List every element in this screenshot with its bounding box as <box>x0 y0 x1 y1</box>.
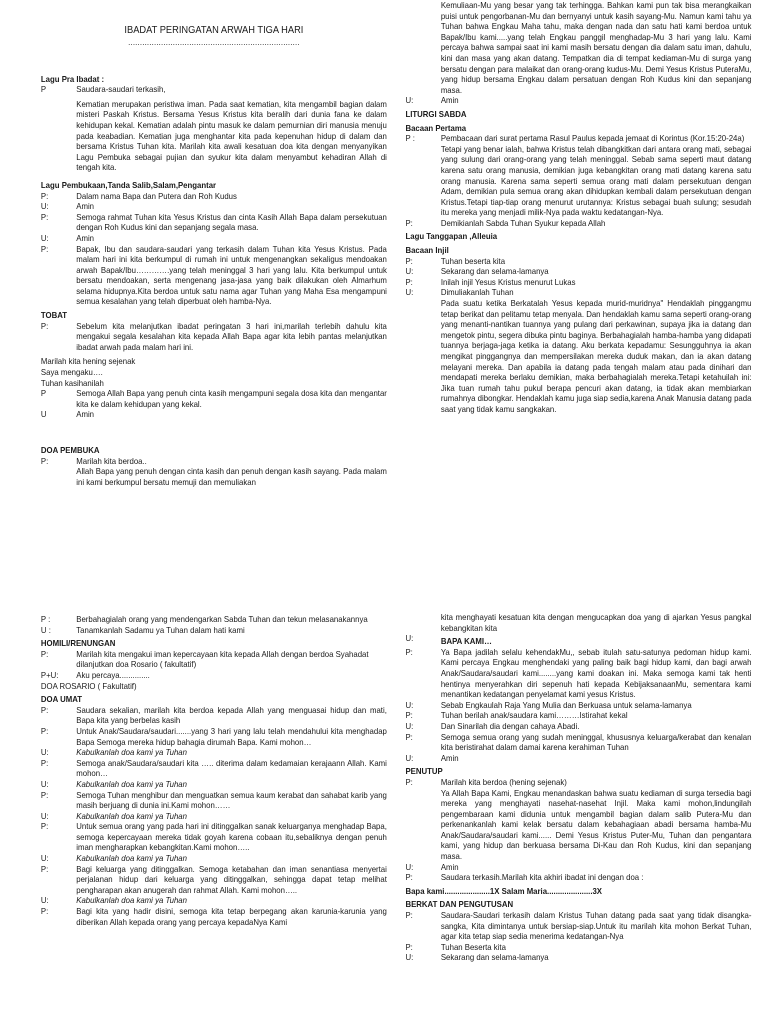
indented-paragraph: kita menghayati kesatuan kita dengan mengucapkan doa yang di ajarkan Yesus pangkal kebangkitan kita <box>440 612 752 633</box>
speaker-label: U: <box>405 952 414 963</box>
spacer <box>41 173 387 177</box>
plain-line: Marilah kita hening sejenak <box>40 356 136 367</box>
liturgy-line <box>405 721 751 732</box>
line-text: BAPA KAMI… <box>440 636 492 647</box>
line-text: Semoga semua orang yang sudah meninggal, khususnya keluarga/kerabat dan kenalan kita beristirahat dalam damai karena kerahiman Tuhan <box>440 731 752 753</box>
indented-paragraph: dilanjutkan doa Rosario ( fakultatif) <box>76 659 197 670</box>
line-text: Amin <box>440 752 459 763</box>
speaker-label: P: <box>405 941 413 952</box>
line-text: Kabulkanlah doa kami ya Tuhan <box>76 810 187 821</box>
line-text: Bagi keluarga yang ditinggalkan. Semoga ketabahan dan iman senantiasa menyertai perjalanan hidup dari keluarga yang ditinggalkan, sehingga dapat tetap melihat pengharapan akan anugerah dan rahmat Allah. Kami mohon….. <box>76 863 387 895</box>
line-text: Untuk Anak/Saudara/saudari.......yang 3 hari yang lalu telah mendahului kita menghadap Bapa Semoga mereka hidup bahagia dirumah Bapa. Kami mohon… <box>76 725 387 747</box>
speaker-label: P: <box>40 455 49 466</box>
speaker-label: U: <box>405 266 414 277</box>
line-text: Semoga Tuhan menghibur dan menguatkan semua kaum kerabat dan sahabat karib yang masih berjuang di dunia ini.Kami mohon…… <box>76 789 387 811</box>
speaker-label: P: <box>40 789 49 800</box>
line-text: Aku percaya.............. <box>76 669 150 680</box>
liturgy-line <box>41 864 387 896</box>
title-dots: ......................................................................... <box>128 37 300 47</box>
section-heading: Bacaan Injil <box>405 245 449 256</box>
column-2-content <box>405 0 751 415</box>
section-heading: DOA PEMBUKA <box>40 445 100 455</box>
speaker-label: P: <box>40 648 49 659</box>
section-heading: Lagu Pembukaan,Tanda Salib,Salam,Pengantar <box>40 179 217 190</box>
line-text: Berbahagialah orang yang mendengarkan Sabda Tuhan dan tekun melasanakannya <box>76 614 368 624</box>
section-heading: Bacaan Pertama <box>405 122 467 133</box>
speaker-label: U <box>40 409 47 420</box>
indented-paragraph: Pada suatu ketika Berkatalah Yesus kepada murid-muridnya" Hendaklah pinggangmu tetap berikat dan pelitamu tetap menyala. Dan hendaklah kamu sama seperti orang-orang yang menanti-nantikan tuannya yang pulang dari perkawinan, supaya jika ia datang dan mengetok pintu, segera dibuka pintu baginya. Berbahagialah hamba-hamba yang didapati tuannya berjaga-jaga ketika ia datang. Aku berkata kepadamu: Sesungguhnya ia akan mengikat pinggangnya dan mempersilakan mereka duduk makan, dan ia akan datang melayani mereka. Dan apabila ia datang pada tengah malam atau pada dinihari dan mendapati mereka berlaku demikian, maka berbahagialah mereka.Tetapi ketahuilah ini: Jika tuan rumah tahu pukul berapa pencuri akan datang, ia tidak akan membiarkan rumahnya dibongkar. Hendaklah kamu juga siap sedia,karena Anak Manusia datang pada saat yang tidak kamu sangkakan. <box>440 298 752 414</box>
indented-paragraph: Tetapi yang benar ialah, bahwa Kristus telah dibangkitkan dari antara orang mati, sebagai yang sulung dari orang-orang yang telah meninggal. Sebab sama seperti maut datang karena satu orang manusia, demikian juga kebangkitan orang mati datang karena satu orang manusia. Karena sama seperti semua orang mati dalam persekutuan dengan Adam, demikian pula semua orang akan dihidupkan kembali dalam persekutuan dengan Kristus.Tetapi tiap-tiap orang menurut urutannya: Kristus sebagai buah sulung; sesudah itu mereka yang menjadi milik-Nya pada waktu kedatangan-Nya. <box>440 143 752 218</box>
indented-paragraph: Kematian merupakan peristiwa iman. Pada saat kematian, kita mengambil bagian dalam misteri Paskah Kristus. Bersama Yesus Kristus kita beralih dari dunia fana ke dalam kehidupan kekal. Kematian adalah pintu masuk ke dalam pemurnian diri manusia menuju pada keabadian. Kematian juga menghantar kita pada kepenuhan hidup di dalam dan bersama Kristus Tuhan kita. Marilah kita awali kesatuan doa kita dengan menyanyikan Lagu Pembuka sebagai pujian dan syukur kita dalam menyambut kehadiran Allah di tengah kita. <box>76 98 387 173</box>
liturgy-line <box>41 895 387 906</box>
document-title: IBADAT PERINGATAN ARWAH TIGA HARI <box>124 25 304 36</box>
line-text: Semoga Allah Bapa yang penuh cinta kasih mengampuni segala dosa kita dan mengantar kita ke dalam kehidupan yang kekal. <box>76 388 387 409</box>
line-text: Dan Sinarilah dia dengan cahaya Abadi. <box>440 720 580 731</box>
liturgy-line <box>41 821 387 853</box>
liturgy-line <box>41 201 387 212</box>
speaker-label: U: <box>40 778 49 789</box>
liturgy-line <box>405 777 751 788</box>
liturgy-line <box>405 732 751 753</box>
speaker-label: U: <box>405 720 414 731</box>
speaker-label: U: <box>405 95 414 106</box>
line-text: Amin <box>440 95 459 106</box>
line-text: Marilah kita mengakui iman kepercayaan kita kepada Allah dengan berdoa Syahadat <box>76 648 369 659</box>
line-text: Semoga rahmat Tuhan kita Yesus Kristus dan cinta Kasih Allah Bapa dalam persekutuan dengan Roh Kudus kini dan sepanjang segala masa. <box>76 211 387 233</box>
section-heading: BERKAT DAN PENGUTUSAN <box>405 899 514 910</box>
liturgy-line <box>405 266 751 277</box>
section-heading: PENUTUP <box>405 766 443 777</box>
speaker-label: U: <box>40 201 49 212</box>
line-text: Semoga anak/Saudara/saudari kita ….. diterima dalam kedamaian kerajaann Allah. Kami mohon… <box>76 757 387 779</box>
line-text: Dalam nama Bapa dan Putera dan Roh Kudus <box>76 190 237 201</box>
liturgy-line <box>41 84 387 95</box>
speaker-label: U: <box>405 861 414 872</box>
speaker-label: P: <box>405 710 413 721</box>
line-text: Demikianlah Sabda Tuhan Syukur kepada Allah <box>440 217 606 228</box>
liturgy-line <box>41 409 387 420</box>
liturgy-line <box>405 256 751 267</box>
speaker-label: P: <box>405 776 413 787</box>
speaker-label: U : <box>40 624 51 635</box>
liturgy-line <box>41 244 387 308</box>
liturgy-line <box>41 388 387 409</box>
line-text: Pembacaan dari surat pertama Rasul Paulus kepada jemaat di Korintus (Kor.15:20-24a) <box>440 133 745 144</box>
speaker-label: P: <box>40 821 49 832</box>
column-3-content <box>41 614 387 927</box>
liturgy-line <box>405 287 751 298</box>
line-text: Inilah injil Yesus Kristus menurut Lukas <box>440 276 576 287</box>
line-text: Tuhan berilah anak/saudara kami………Istirahat kekal <box>440 710 628 721</box>
line-text: Tanamkanlah Sadamu ya Tuhan dalam hati kami <box>76 624 245 635</box>
speaker-label: P: <box>405 255 413 266</box>
line-text: Kabulkanlah doa kami ya Tuhan <box>76 778 187 789</box>
section-heading: TOBAT <box>40 310 68 321</box>
liturgy-line <box>405 952 751 963</box>
line-text: Sebelum kita melanjutkan ibadat peringatan 3 hari ini,marilah terlebih dahulu kita mengakui segala kesalahan kita kepada Allah Bapa agar kita lebih pantas melanjutkan ibadat arwah pada malam hari ini. <box>76 320 387 352</box>
line-text: Amin <box>76 409 95 420</box>
liturgy-line <box>41 212 387 233</box>
section-heading: Lagu Tanggapan ,Alleuia <box>405 231 498 242</box>
line-text: Amin <box>76 201 95 212</box>
column-3 <box>41 614 387 927</box>
speaker-label: U: <box>40 895 49 906</box>
liturgy-line <box>405 753 751 764</box>
liturgy-line <box>405 700 751 711</box>
column-4-content <box>405 612 751 963</box>
speaker-label: P: <box>405 872 413 883</box>
liturgy-line <box>41 233 387 244</box>
liturgy-line <box>405 710 751 721</box>
speaker-label: P : <box>40 614 51 624</box>
line-text: Bagi kita yang hadir disini, semoga kita tetap berpegang akan karunia-karunia yang diberikan Allah kepada orang yang percaya kepadaNya Kami <box>76 906 387 927</box>
speaker-label: P+U: <box>40 669 59 680</box>
liturgy-line <box>41 747 387 758</box>
line-text: Dimuliakanlah Tuhan <box>440 287 514 298</box>
speaker-label: P: <box>40 211 49 222</box>
liturgy-line <box>41 790 387 811</box>
speaker-label: P <box>40 84 47 95</box>
line-text: Untuk semua orang yang pada hari ini ditinggalkan sanak keluarganya menghadap Bapa, semoga kepercayaan mereka tidak goyah karena cobaan itu,sebaliknya dengan penuh iman mengharapkan kebangkitan.Kami mohon….. <box>76 821 387 853</box>
speaker-label: P: <box>405 217 413 228</box>
line-text: Bapak, Ibu dan saudara-saudari yang terkasih dalam Tuhan kita Yesus Kristus. Pada malam hari ini kita berkumpul di rumah ini untuk mengenangkan sekaligus mendoakan arwah Bapak/Ibu………….yang telah meninggal 3 hari yang lalu. Kita berkumpul untuk bersatu mendoakan, serta mengenang jasa-jasa yang baik dilakukan oleh Almarhum selama hidupnya.Kita berdoa untuk satu nama agar Tuhan yang Maha Esa mengampuni semua kesalahan yang telah diperbuat oleh hamba-Nya. <box>76 243 387 307</box>
liturgy-line <box>41 726 387 747</box>
indented-paragraph: Allah Bapa yang penuh dengan cinta kasih dan penuh dengan kasih sayang. Pada malam ini kami berkumpul bersatu memuji dan memuliakan <box>76 466 387 487</box>
speaker-label: P: <box>40 190 49 201</box>
speaker-label: U: <box>405 633 414 644</box>
liturgy-line <box>41 758 387 779</box>
speaker-label: P: <box>405 731 413 742</box>
spacer <box>41 420 387 442</box>
liturgy-line <box>405 647 751 700</box>
indented-paragraph: Ya Allah Bapa Kami, Engkau menandaskan bahwa suatu kediaman di surga tersedia bagi mereka yang menghayati nasehat-nasehat Injil. Maka kami mohon,lindungilah pengembaraan kami didunia untuk mengambil bagian dalam salib Putera-Mu dan perkenankanlah kami kelak bersatu dalam kebahagiaan abadi bersama hamba-Mu Anak/Saudara/saudari kami...... Demi Yesus Kristus Puter-Mu, Tuhan dan pengantara kami, yang hidup dan berkuasa bersama Di-Kau dan Roh Kudus, kini dan sepanjang masa. <box>440 787 752 862</box>
liturgy-line <box>41 625 387 636</box>
speaker-label: U: <box>40 232 49 243</box>
line-text: Saudara terkasih.Marilah kita akhiri ibadat ini dengan doa : <box>440 872 644 883</box>
speaker-label: P <box>40 388 47 399</box>
liturgy-line <box>41 191 387 202</box>
line-text: Marilah kita berdoa (hening sejenak) <box>440 776 567 787</box>
liturgy-line <box>405 910 751 942</box>
liturgy-line <box>41 779 387 790</box>
liturgy-line <box>41 811 387 822</box>
line-text: Tuhan Beserta kita <box>440 941 506 952</box>
speaker-label: P: <box>40 704 49 715</box>
line-text: Kabulkanlah doa kami ya Tuhan <box>76 747 187 758</box>
liturgy-line <box>405 633 751 647</box>
liturgy-line <box>41 649 387 660</box>
speaker-label: P: <box>40 243 49 254</box>
line-text: Saudara sekalian, marilah kita berdoa kepada Allah yang menguasai hidup dan mati, Bapa kita yang berbelas kasih <box>76 704 387 726</box>
liturgy-line <box>41 670 387 681</box>
line-text: Sebab Engkaulah Raja Yang Mulia dan Berkuasa untuk selama-lamanya <box>440 699 692 710</box>
speaker-label: U: <box>405 287 414 298</box>
column-1-content <box>41 74 387 488</box>
plain-line: DOA ROSARIO ( Fakultatif) <box>40 680 137 691</box>
speaker-label: P : <box>405 133 415 144</box>
speaker-label: P: <box>40 320 49 331</box>
indented-paragraph: Kemuliaan-Mu yang besar yang tak terhingga. Bahkan kami pun tak bisa merangkaikan puisi untuk pengorbanan-Mu dan bernyanyi untuk kasih sayang-Mu. Namun kami tahu ya Tuhan bahwa Engkau Maha tahu, maka dengan nada dan satu hati kami berdoa untuk Bapak/Ibu kami.....yang telah Engkau panggil menghadap-Mu 3 hari yang lalu. Kami percaya bahwa sampai saat ini kami masih bersatu dengan dia dalam satu iman, dahulu, kini dan masa yang akan datang. Tempatkan dia di tempat kediaman-Mu di surga yang bersatu dengan para malaikat dan orang-orang kudus-Mu. Demi Yesus Kristus PuteraMu, yang hidup bersama Engkau dalam persatuan dengan Roh Kudus kini dan sepanjang masa. <box>440 0 752 95</box>
liturgy-line <box>41 321 387 353</box>
speaker-label: U: <box>40 747 49 758</box>
line-text: Saudara-Saudari terkasih dalam Kristus Tuhan datang pada saat yang tidak disangka-sangka, Kita dimintanya untuk bersiap-siap.Untuk itu marilah kita mohon Berkat Tuhan, agar kita tetap siap sedia menerima kedatangan-Nya <box>440 910 752 942</box>
liturgy-line <box>405 218 751 229</box>
section-heading: DOA UMAT <box>40 694 83 705</box>
plain-line: Saya mengaku…. <box>40 367 103 378</box>
column-4 <box>405 612 751 963</box>
section-heading: LITURGI SABDA <box>405 108 467 119</box>
speaker-label: P: <box>405 646 413 657</box>
liturgy-line <box>405 942 751 953</box>
liturgy-line <box>41 853 387 864</box>
line-text: Sekarang dan selama-lamanya <box>440 952 549 963</box>
liturgy-line <box>405 133 751 144</box>
liturgy-line <box>405 862 751 873</box>
liturgy-line <box>405 872 751 883</box>
speaker-label: P: <box>405 276 413 287</box>
speaker-label: U: <box>40 810 49 821</box>
column-1 <box>41 20 387 487</box>
line-text: Kabulkanlah doa kami ya Tuhan <box>76 895 187 906</box>
speaker-label: P: <box>40 906 49 917</box>
section-heading: Bapa kami.....................1X Salam Maria.....................3X <box>405 885 603 896</box>
liturgy-line <box>405 95 751 106</box>
line-text: Kabulkanlah doa kami ya Tuhan <box>76 853 187 864</box>
speaker-label: P: <box>40 725 49 736</box>
liturgy-line <box>405 277 751 288</box>
line-text: Amin <box>440 861 459 872</box>
line-text: Tuhan beserta kita <box>440 255 506 266</box>
speaker-label: U: <box>405 752 414 763</box>
line-text: Saudara-saudari terkasih, <box>76 84 166 95</box>
section-heading: HOMILI/RENUNGAN <box>40 638 116 649</box>
line-text: Ya Bapa jadilah selalu kehendakMu,, sebab itulah satu-satunya pedoman hidup kami. Kami percaya Engkau menghendaki yang paling baik bagi hidup kami, dan bagi arwah Anak/Saudara/saudari kami........yang kami doakan ini. Maka semoga kami tak henti hentinya menyerahkan diri sepenuh hati kepada KebijaksanaanMu, sementara kami menantikan kedatangan penyelamat kami yesus Kristus. <box>440 646 752 700</box>
section-heading: Lagu Pra Ibadat : <box>40 73 105 84</box>
column-2 <box>405 0 751 415</box>
speaker-label: P: <box>40 863 49 874</box>
line-text: Amin <box>76 232 95 243</box>
line-text: Sekarang dan selama-lamanya <box>440 266 549 277</box>
speaker-label: P: <box>405 910 413 921</box>
liturgy-line <box>41 906 387 927</box>
liturgy-line <box>41 456 387 467</box>
speaker-label: U: <box>40 853 49 864</box>
liturgy-line <box>41 614 387 625</box>
liturgy-line <box>41 705 387 726</box>
speaker-label: U: <box>405 699 414 710</box>
plain-line: Tuhan kasihanilah <box>40 377 104 388</box>
line-text: Marilah kita berdoa.. <box>76 455 147 466</box>
speaker-label: P: <box>40 757 49 768</box>
